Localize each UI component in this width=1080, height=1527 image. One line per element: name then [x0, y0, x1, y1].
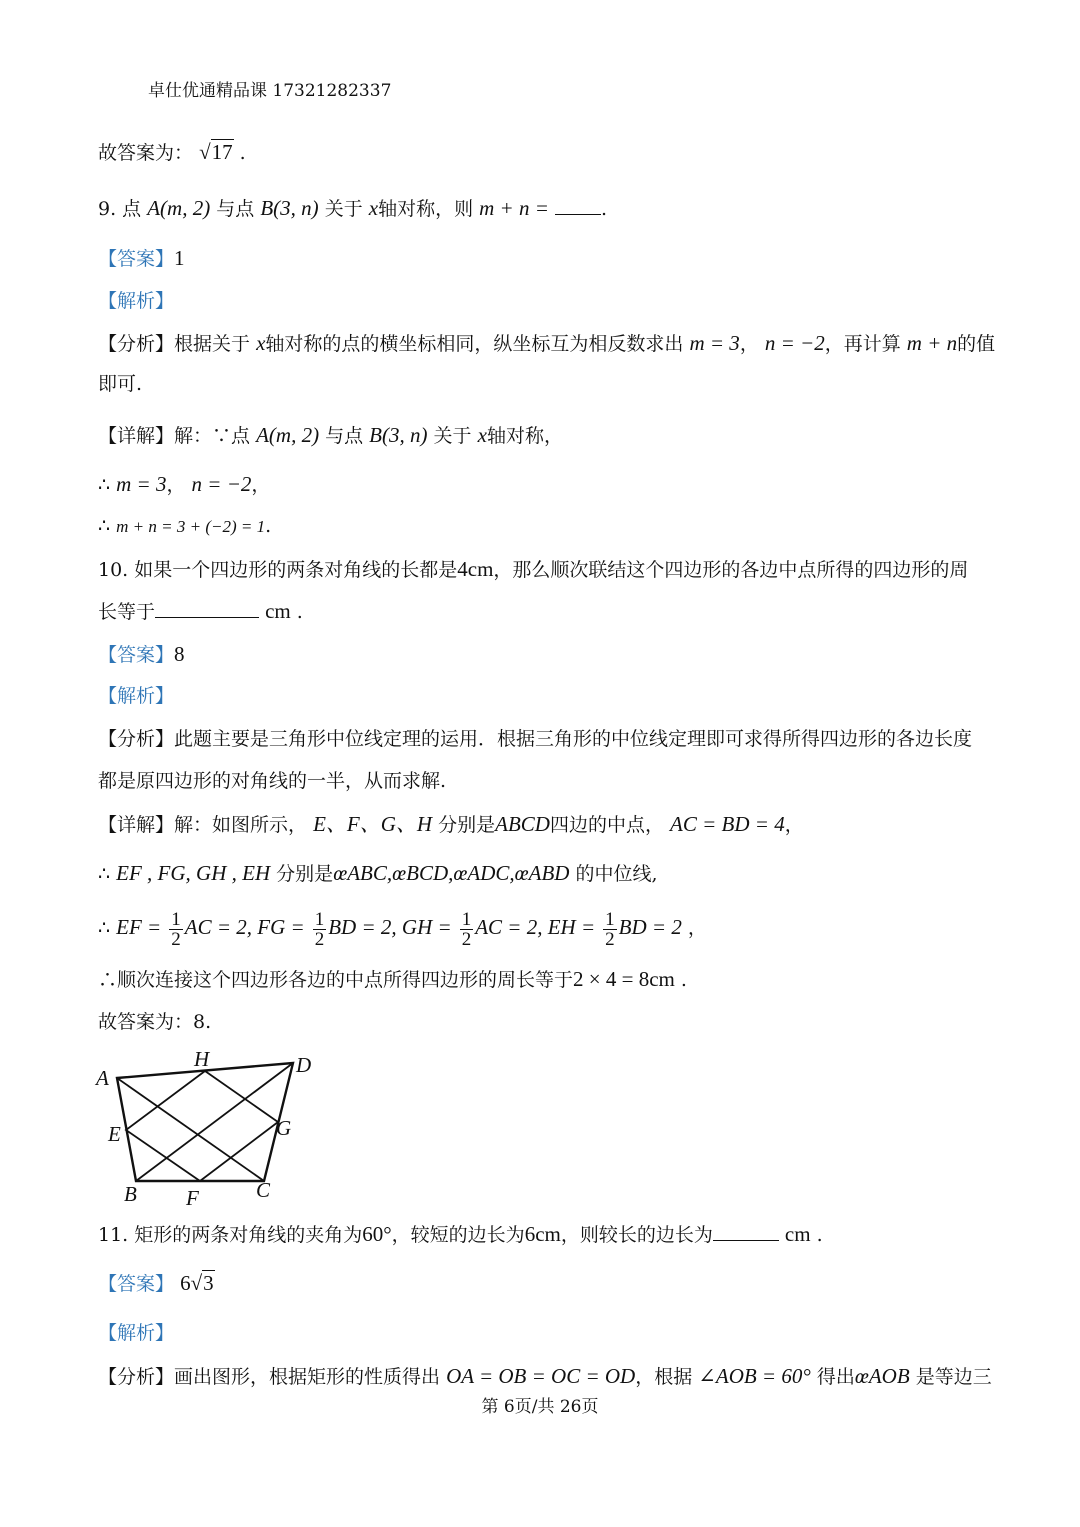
fraction-half [603, 910, 617, 949]
detail-tag: 【详解】 [98, 814, 175, 836]
text: 四边的中点， [549, 814, 664, 836]
denominator: 2 [171, 928, 181, 950]
text: 解：如图所示， [174, 814, 308, 836]
text: ， [687, 917, 707, 939]
label-g: G [276, 1116, 292, 1140]
text: 的中位线, [575, 863, 658, 885]
quadrilateral-abcd [117, 1063, 293, 1181]
math: AC = 2, FG = [184, 915, 305, 939]
analysis-tag: 【分析】 [98, 728, 175, 750]
q10-detail [98, 810, 804, 839]
therefore-symbol: ∴ [98, 474, 111, 496]
math: ABCD [495, 812, 550, 836]
text: 分别是 [276, 863, 334, 885]
q9-analysis [98, 329, 995, 358]
math: OA = OB = OC = OD [446, 1364, 636, 1388]
label-e: E [108, 1122, 121, 1146]
text: ， [784, 814, 804, 836]
q10-analysis-line2: 都是原四边形的对角线的一半，从而求解. [98, 770, 447, 792]
therefore-symbol: ∴ [98, 515, 111, 537]
text: 关于 [433, 425, 472, 447]
radicand: 3 [203, 1271, 214, 1295]
text: 关于 [324, 198, 363, 220]
text: ，再计算 [824, 333, 901, 355]
math: m = 3 [116, 472, 167, 496]
q10-answer [98, 640, 185, 669]
text: 11. 矩形的两条对角线的夹角为 [98, 1224, 363, 1246]
q9-analysis-line2: 即可. [98, 373, 143, 395]
label-b: B [124, 1182, 137, 1206]
math: œAOB [854, 1364, 910, 1388]
math: n = −2 [191, 472, 252, 496]
page-footer: 第 6页/共 26页 [481, 1397, 599, 1417]
jiexi-tag: 【解析】 [98, 1322, 175, 1344]
math: AC = BD = 4 [670, 812, 785, 836]
text: 轴对称， [486, 425, 563, 447]
q9-jiexi [98, 287, 174, 315]
analysis-tag: 【分析】 [98, 1366, 175, 1388]
math: A(m, 2) [256, 423, 320, 447]
math: E、F、G、H [313, 812, 433, 836]
text: ，那么顺次联结这个四边形的各边中点所得的四边形的周 [493, 559, 969, 581]
text: 分别是 [438, 814, 496, 836]
denominator: 2 [461, 928, 472, 950]
text: 10. 如果一个四边形的两条对角线的长都是 [98, 559, 458, 581]
text: 与点 [325, 425, 364, 447]
text: . [296, 601, 303, 623]
q10-detail-line4 [98, 965, 687, 994]
q9-detail-line3 [98, 512, 271, 541]
jiexi-tag: 【解析】 [98, 290, 175, 312]
text: ∴顺次连接这个四边形各边的中点所得四边形的周长等于 [98, 969, 574, 991]
therefore-symbol: ∴ [98, 917, 111, 939]
math: x [256, 331, 266, 355]
therefore-symbol: ∴ [98, 863, 111, 885]
question-11 [98, 1220, 823, 1249]
text: ， [166, 474, 186, 496]
label-f: F [186, 1186, 199, 1210]
quadrilateral-figure [90, 1045, 330, 1210]
text: 画出图形，根据矩形的性质得出 [174, 1366, 441, 1388]
math: BD = 2, GH = [328, 915, 452, 939]
text: 的值 [957, 333, 996, 355]
text: ，根据 [635, 1366, 693, 1388]
midpoint-quadrilateral-efgh [126, 1071, 278, 1181]
denominator: 2 [314, 928, 325, 950]
radicand: 17 [211, 140, 233, 164]
text: 此题主要是三角形中位线定理的运用．根据三角形的中位线定理即可求得所得四边形的各边长度 [174, 728, 973, 750]
label-c: C [256, 1178, 271, 1202]
answer-coefficient: 6 [180, 1271, 191, 1295]
q9-detail-line2 [98, 470, 270, 499]
math: EF = [116, 915, 162, 939]
numerator: 1 [605, 908, 615, 930]
text: 是等边三 [915, 1366, 992, 1388]
jiexi-tag: 【解析】 [98, 685, 175, 707]
q10-jiexi [98, 682, 174, 710]
numerator: 1 [461, 908, 472, 930]
label-a: A [96, 1066, 109, 1090]
math: 4cm [457, 557, 494, 581]
text: . [600, 198, 607, 220]
question-9 [98, 194, 607, 223]
text: 根据关于 [174, 333, 251, 355]
math: B(3, n) [369, 423, 428, 447]
text: ，较短的边长为 [391, 1224, 525, 1246]
math: œABC,œBCD,œADC,œABD [333, 861, 570, 885]
q9-answer [98, 244, 185, 273]
diagonal-ac [117, 1078, 264, 1181]
q10-analysis [98, 725, 972, 753]
text: . [265, 515, 272, 537]
math: 6cm [524, 1222, 561, 1246]
text: 与点 [216, 198, 255, 220]
question-10 [98, 555, 968, 584]
q10-detail-fractions [98, 907, 707, 949]
math: m = 3 [689, 331, 740, 355]
page-header: 卓仕优通精品课 17321282337 [148, 81, 392, 101]
answer-value: 1 [174, 246, 185, 270]
text: 得出 [816, 1366, 855, 1388]
question-number: 9. 点 [98, 198, 142, 220]
answer-tag: 【答案】 [98, 1273, 175, 1295]
sqrt-expression: √3 [190, 1271, 214, 1295]
denominator: 2 [605, 928, 615, 950]
math: m + n = [479, 196, 549, 220]
fraction-half [313, 910, 327, 949]
text: ，则较长的边长为 [560, 1224, 713, 1246]
answer-blank [713, 1220, 779, 1241]
text: . [816, 1224, 823, 1246]
numerator: 1 [171, 908, 181, 930]
answer-value: 8 [174, 642, 185, 666]
math: ∠AOB = 60° [698, 1364, 811, 1388]
text: 轴对称的点的横坐标相同，纵坐标互为相反数求出 [265, 333, 684, 355]
answer-blank [555, 194, 601, 215]
math: EF , FG, GH , EH [116, 861, 271, 885]
text: ， [739, 333, 759, 355]
math: x [477, 423, 487, 447]
label-d: D [296, 1053, 312, 1077]
text: ， [251, 474, 271, 496]
math: BD = 2 [618, 915, 682, 939]
unit: cm [265, 599, 291, 623]
math: n = −2 [764, 331, 825, 355]
q11-analysis [98, 1362, 992, 1391]
math: A(m, 2) [147, 196, 211, 220]
question-10-line2 [98, 597, 303, 626]
q11-jiexi [98, 1319, 174, 1347]
q10-detail-line2 [98, 859, 658, 888]
analysis-tag: 【分析】 [98, 333, 175, 355]
math: 60° [362, 1222, 392, 1246]
math: AC = 2, EH = [475, 915, 596, 939]
prev-answer-line [98, 138, 246, 167]
math: 2 × 4 = 8cm [573, 967, 675, 991]
answer-tag: 【答案】 [98, 248, 175, 270]
math: B(3, n) [260, 196, 319, 220]
sqrt-expression: √17 [199, 140, 233, 164]
unit: cm [784, 1222, 811, 1246]
q11-answer [98, 1269, 215, 1298]
math: m + n = 3 + (−2) = 1 [116, 517, 266, 536]
text: . [239, 142, 246, 164]
math: x [368, 196, 379, 220]
q10-detail-line5: 故答案为：8. [98, 1011, 212, 1033]
fraction-half [169, 910, 183, 949]
detail-tag: 【详解】 [98, 425, 175, 447]
q9-detail [98, 421, 563, 450]
answer-blank [155, 597, 259, 618]
text: . [680, 969, 687, 991]
text: 长等于 [98, 601, 156, 623]
text: 解：∵点 [174, 425, 251, 447]
numerator: 1 [314, 908, 325, 930]
label-h: H [194, 1047, 210, 1071]
text: 轴对称，则 [378, 198, 474, 220]
math: m + n [906, 331, 958, 355]
answer-tag: 【答案】 [98, 644, 175, 666]
text: 故答案为： [98, 142, 194, 164]
fraction-half [460, 910, 474, 949]
